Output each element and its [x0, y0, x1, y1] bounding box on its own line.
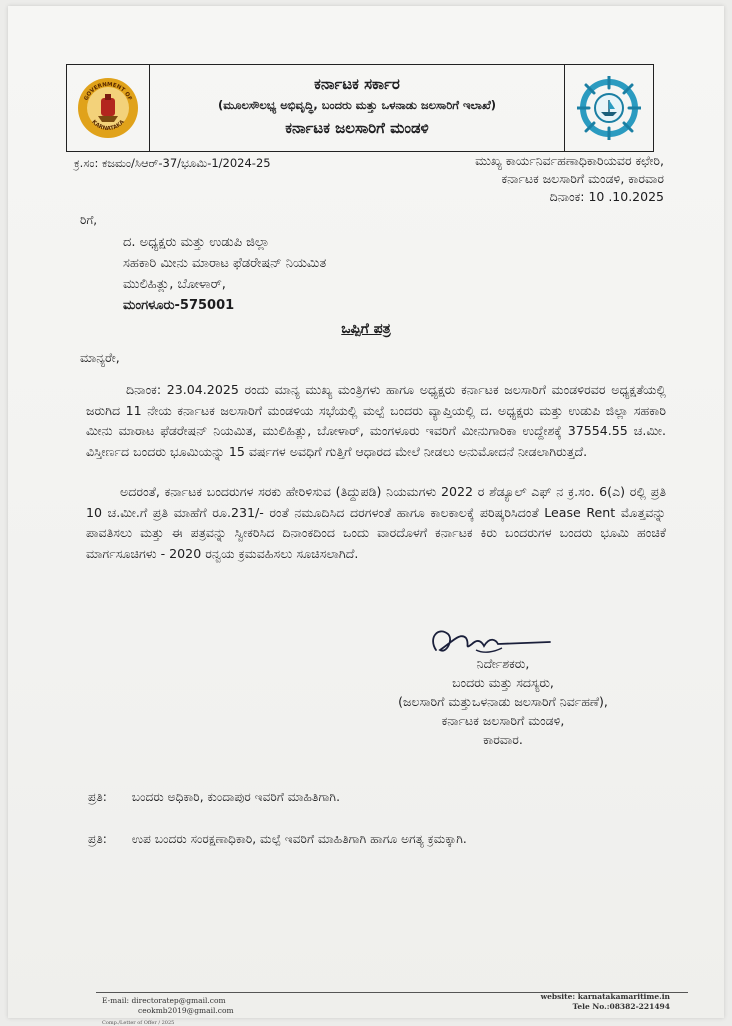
footer-contact	[541, 992, 670, 1012]
signatory-line-5: ಕಾರವಾರ.	[483, 732, 523, 747]
department-name: (ಮೂಲಸೌಲಭ್ಯ ಅಭಿವೃದ್ಧಿ, ಬಂದರು ಮತ್ತು ಒಳನಾಡು ಜಲಸಾರಿಗೆ ಇಲಾಖೆ)	[217, 98, 497, 112]
copy-text: ಬಂದರು ಅಧಿಕಾರಿ, ಕುಂದಾಪುರ ಇವರಿಗೆ ಮಾಹಿತಿಗಾಗಿ.	[131, 790, 340, 804]
karnataka-emblem	[67, 65, 150, 151]
address-line-2: ಸಹಕಾರಿ ಮೀನು ಮಾರಾಟ ಫೆಡರೇಷನ್ ನಿಯಮಿತ	[123, 256, 327, 271]
copy-to-item	[88, 790, 340, 805]
subject-heading	[8, 321, 724, 337]
footer-telephone: Tele No.:08382-221494	[572, 1002, 670, 1011]
reference-number: ಕ್ರ.ಸಂ: ಕಜಮಂ/ಸಿಆರ್-37/ಭೂಮಿ-1/2024-25	[74, 156, 271, 170]
issuing-office	[475, 152, 664, 206]
office-line-2: ಕರ್ನಾಟಕ ಜಲಸಾರಿಗೆ ಮಂಡಳಿ, ಕಾರವಾರ	[501, 171, 664, 186]
copy-to-item	[88, 832, 467, 847]
emblem-bottom-text: KARNATAKA	[90, 119, 126, 133]
letter-date: ದಿನಾಂಕ: 10 .10.2025	[549, 189, 664, 204]
karnataka-emblem-icon	[76, 76, 140, 140]
signatory-line-3: (ಜಲಸಾರಿಗೆ ಮತ್ತುಒಳನಾಡು ಜಲಸಾರಿಗೆ ನಿರ್ವಹಣೆ),	[398, 694, 608, 709]
copy-label: ಪ್ರತಿ:	[88, 790, 107, 804]
maritime-board-logo	[564, 65, 653, 151]
body-paragraph-1: ದಿನಾಂಕ: 23.04.2025 ರಂದು ಮಾನ್ಯ ಮುಖ್ಯ ಮಂತ್ರಿಗಳು ಹಾಗೂ ಅಧ್ಯಕ್ಷರು ಕರ್ನಾಟಕ ಜಲಸಾರಿಗೆ ಮಂಡಳಿರವರ ಅಧ್ಯಕ್ಷತೆಯಲ್ಲಿ ಜರುಗಿದ 11 ನೇಯ ಕರ್ನಾಟಕ ಜಲಸಾರಿಗೆ ಮಂಡಳಿಯ ಸಭೆಯಲ್ಲಿ ಮಲ್ಪೆ ಬಂದರು ವ್ಯಾಪ್ತಿಯಲ್ಲಿ ದ. ಅಧ್ಯಕ್ಷರು ಮತ್ತು ಉಡುಪಿ ಜಿಲ್ಲಾ ಸಹಕಾರಿ ಮೀನು ಮಾರಾಟ ಫೆಡರೇಷನ್ ನಿಯಮಿತ, ಮುಲಿಹಿತ್ಲು, ಬೋಳಾರ್, ಮಂಗಳೂರು ಇವರಿಗೆ ಮೀನುಗಾರಿಕಾ ಉದ್ದೇಶಕ್ಕೆ 37554.55 ಚ.ಮೀ. ವಿಸ್ತೀರ್ಣದ ಬಂದರು ಭೂಮಿಯನ್ನು 15 ವರ್ಷಗಳ ಅವಧಿಗೆ ಗುತ್ತಿಗೆ ಆಧಾರದ ಮೇಲೆ ನೀಡಲು ಅನುಮೋದನೆ ನೀಡಲಾಗಿರುತ್ತದೆ.	[86, 382, 666, 459]
subject-text: ಒಪ್ಪಿಗೆ ಪತ್ರ	[341, 321, 391, 337]
signatory-line-2: ಬಂದರು ಮತ್ತು ಸದಸ್ಯರು,	[452, 675, 554, 690]
footer-email-1: E-mail: directoratep@gmail.com	[102, 996, 226, 1005]
office-line-1: ಮುಖ್ಯ ಕಾರ್ಯನಿರ್ವಹಣಾಧಿಕಾರಿಯವರ ಕಛೇರಿ,	[475, 153, 664, 168]
address-line-4: ಮಂಗಳೂರು-575001	[123, 298, 235, 313]
board-name: ಕರ್ನಾಟಕ ಜಲಸಾರಿಗೆ ಮಂಡಳಿ	[285, 119, 429, 137]
copy-label: ಪ್ರತಿ:	[88, 832, 107, 846]
footer-doc-code: Comp./Letter of Offer / 2025	[102, 1020, 175, 1026]
footer-email-2: ceokmb2019@gmail.com	[138, 1006, 234, 1015]
signatory-line-4: ಕರ್ನಾಟಕ ಜಲಸಾರಿಗೆ ಮಂಡಳಿ,	[441, 713, 565, 728]
to-label: ರಿಗೆ,	[80, 213, 98, 227]
footer-emails	[102, 996, 234, 1016]
body-paragraph-2: ಅದರಂತೆ, ಕರ್ನಾಟಕ ಬಂದರುಗಳ ಸರಕು ಹೇರಿಳಿಸುವ (ತಿದ್ದುಪಡಿ) ನಿಯಮಗಳು 2022 ರ ಶೆಡ್ಯೂಲ್ ಎಫ್ ನ ಕ್ರ.ಸಂ. 6(ಎ) ರಲ್ಲಿ ಪ್ರತಿ 10 ಚ.ಮೀ.ಗೆ ಪ್ರತಿ ಮಾಹೆಗೆ ರೂ.231/- ರಂತೆ ನಮೂದಿಸಿದ ದರಗಳಂತೆ ಹಾಗೂ ಕಾಲಕಾಲಕ್ಕೆ ಪರಿಷ್ಕರಿಸಿದಂತೆ Lease Rent ಮೊತ್ತವನ್ನು ಪಾವತಿಸಲು ಮತ್ತು ಈ ಪತ್ರವನ್ನು ಸ್ವೀಕರಿಸಿದ ದಿನಾಂಕದಿಂದ ಒಂದು ವಾರದೊಳಗೆ ಕರ್ನಾಟಕ ಕಿರು ಬಂದರುಗಳ ಬಂದರು ಭೂಮಿ ಹಂಚಿಕೆ ಮಾರ್ಗಸೂಚಿಗಳು - 2020 ರನ್ವಯ ಕ್ರಮವಹಿಸಲು ಸೂಚಿಸಲಾಗಿದೆ.	[86, 484, 666, 561]
address-line-1: ದ. ಅಧ್ಯಕ್ಷರು ಮತ್ತು ಉಡುಪಿ ಜಿಲ್ಲಾ	[123, 235, 270, 250]
signatory-line-1: ನಿರ್ದೇಶಕರು,	[476, 656, 530, 671]
signatory-block	[298, 654, 708, 749]
ship-wheel-icon	[577, 76, 641, 140]
government-name: ಕರ್ನಾಟಕ ಸರ್ಕಾರ	[314, 75, 400, 93]
recipient-address	[123, 232, 326, 316]
address-line-3: ಮುಲಿಹಿತ್ಲು, ಬೋಳಾರ್,	[123, 277, 226, 292]
letterhead-title	[150, 65, 564, 151]
emblem-top-text: GOVERNMENT OF	[83, 81, 133, 102]
footer-website: website: karnatakamaritime.in	[540, 992, 670, 1001]
salutation: ಮಾನ್ಯರೇ,	[80, 350, 120, 365]
document-page	[8, 6, 724, 1026]
letterhead	[66, 64, 654, 152]
copy-text: ಉಪ ಬಂದರು ಸಂರಕ್ಷಣಾಧಿಕಾರಿ, ಮಲ್ಪೆ ಇವರಿಗೆ ಮಾಹಿತಿಗಾಗಿ ಹಾಗೂ ಅಗತ್ಯ ಕ್ರಮಕ್ಕಾಗಿ.	[131, 832, 467, 846]
